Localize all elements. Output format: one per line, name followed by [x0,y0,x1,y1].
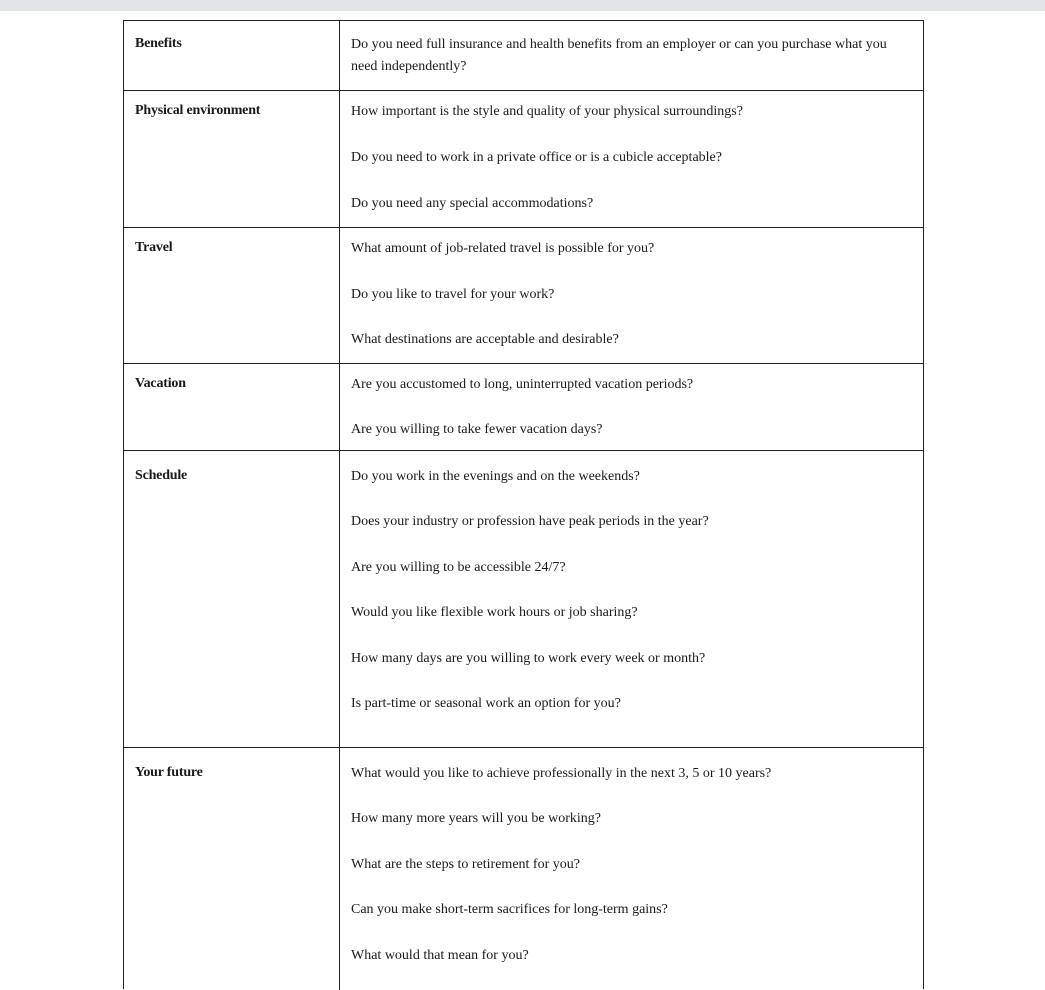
question: How important is the style and quality of your physical surroundings? [351,104,743,119]
column-divider [339,748,340,990]
column-divider [339,21,340,90]
question: Do you need any special accommodations? [351,196,594,211]
question: Does your industry or profession have peak periods in the year? [351,514,709,529]
table-row-physical-environment [124,91,923,228]
question: Are you willing to take fewer vacation days? [351,422,603,437]
question: Do you like to travel for your work? [351,287,555,302]
row-label-physical-environment: Physical environment [135,103,261,118]
viewer-top-bar [0,0,1045,11]
question: What amount of job-related travel is possible for you? [351,241,655,256]
row-label-benefits: Benefits [135,36,182,51]
question: Are you accustomed to long, uninterrupted vacation periods? [351,377,694,392]
question: Can you make short-term sacrifices for long-term gains? [351,902,668,917]
question: What destinations are acceptable and desirable? [351,332,619,347]
question: How many more years will you be working? [351,811,601,826]
career-considerations-table [123,20,924,989]
row-label-travel: Travel [135,240,173,255]
row-label-vacation: Vacation [135,376,186,391]
question: What are the steps to retirement for you? [351,857,580,872]
table-row-your-future [124,748,923,990]
table-row-vacation [124,364,923,451]
table-row-travel [124,228,923,364]
question: Do you need full insurance and health benefits from an employer or can you purchase what you need independently? [351,37,887,74]
question: Do you need to work in a private office or is a cubicle acceptable? [351,150,722,165]
question: Would you like flexible work hours or job sharing? [351,605,638,620]
question: Do you work in the evenings and on the weekends? [351,469,640,484]
column-divider [339,451,340,747]
row-label-schedule: Schedule [135,468,188,483]
column-divider [339,364,340,450]
table-row-schedule [124,451,923,748]
question: How many days are you willing to work every week or month? [351,651,706,666]
column-divider [339,91,340,227]
table-row-benefits [124,21,923,91]
column-divider [339,228,340,363]
question: Are you willing to be accessible 24/7? [351,560,566,575]
row-label-your-future: Your future [135,765,203,780]
question: Is part-time or seasonal work an option for you? [351,696,621,711]
question: What would you like to achieve professionally in the next 3, 5 or 10 years? [351,766,772,781]
question: What would that mean for you? [351,948,529,963]
